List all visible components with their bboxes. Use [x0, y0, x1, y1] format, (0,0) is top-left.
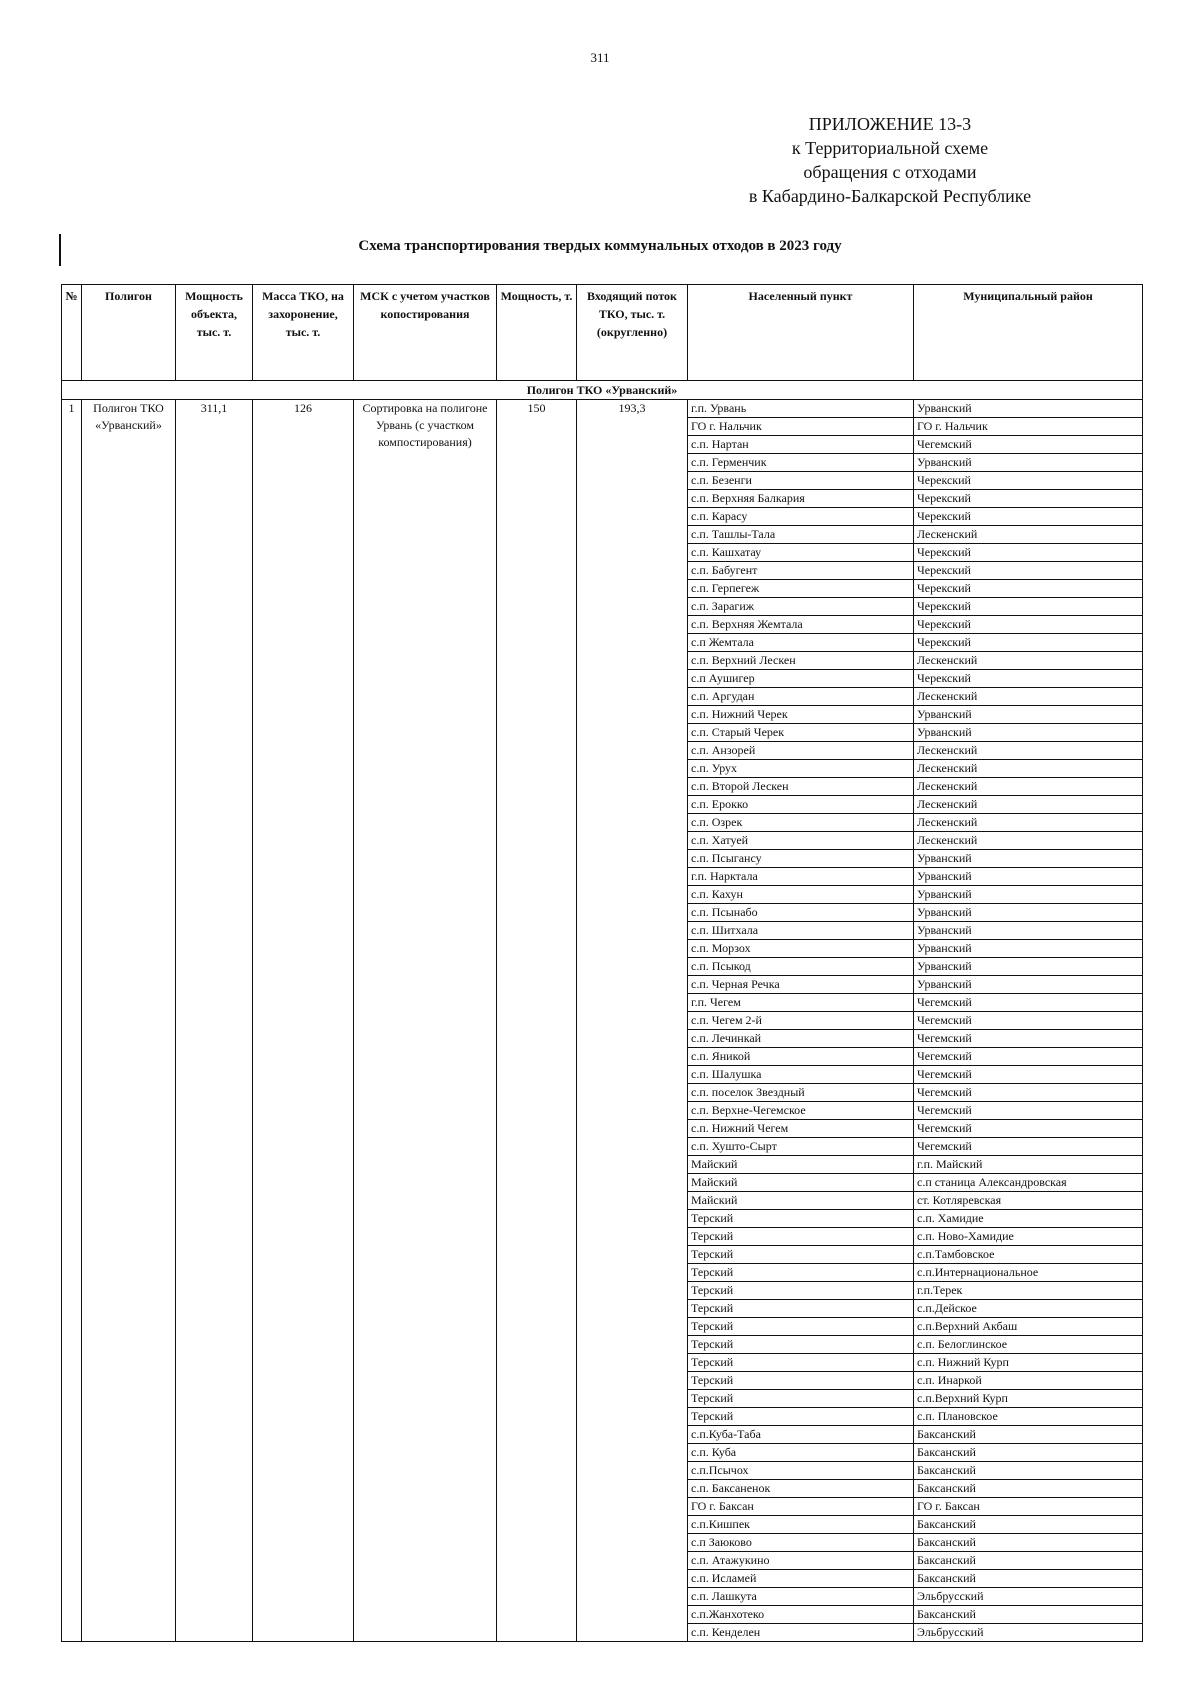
settlement-cell: с.п. Нартан — [688, 436, 914, 454]
settlement-cell: с.п. Анзорей — [688, 742, 914, 760]
district-cell: Черекский — [914, 616, 1143, 634]
district-cell: ГО г. Баксан — [914, 1498, 1143, 1516]
district-cell: с.п.Тамбовское — [914, 1246, 1143, 1264]
settlement-cell: с.п. Верхний Лескен — [688, 652, 914, 670]
settlement-cell: Терский — [688, 1246, 914, 1264]
settlement-cell: г.п. Нарктала — [688, 868, 914, 886]
settlement-cell: с.п. Кахун — [688, 886, 914, 904]
settlement-cell: с.п. Ерокко — [688, 796, 914, 814]
settlement-cell: г.п. Чегем — [688, 994, 914, 1012]
district-cell: Баксанский — [914, 1606, 1143, 1624]
district-cell: Урванский — [914, 454, 1143, 472]
district-cell: Урванский — [914, 886, 1143, 904]
district-cell: Лескенский — [914, 832, 1143, 850]
settlement-cell: с.п. Куба — [688, 1444, 914, 1462]
district-cell: Баксанский — [914, 1462, 1143, 1480]
settlement-cell: с.п. Карасу — [688, 508, 914, 526]
district-cell: Черекский — [914, 472, 1143, 490]
district-cell: с.п. Плановское — [914, 1408, 1143, 1426]
header-capacity: Мощность объекта, тыс. т. — [176, 285, 253, 381]
header-msk: МСК с учетом участков копостирования — [354, 285, 497, 381]
settlement-cell: Терский — [688, 1300, 914, 1318]
district-cell: Урванский — [914, 976, 1143, 994]
settlement-cell: с.п. Нижний Черек — [688, 706, 914, 724]
settlement-cell: с.п. Озрек — [688, 814, 914, 832]
settlement-cell: с.п. Герменчик — [688, 454, 914, 472]
settlement-cell: Терский — [688, 1354, 914, 1372]
settlement-cell: с.п. Чегем 2-й — [688, 1012, 914, 1030]
district-cell: Чегемский — [914, 1048, 1143, 1066]
settlement-cell: Терский — [688, 1318, 914, 1336]
district-cell: ст. Котляревская — [914, 1192, 1143, 1210]
district-cell: Черекский — [914, 598, 1143, 616]
settlement-cell: с.п. Шитхала — [688, 922, 914, 940]
settlement-cell: с.п. Аргудан — [688, 688, 914, 706]
settlement-cell: Терский — [688, 1408, 914, 1426]
settlement-cell: Майский — [688, 1192, 914, 1210]
district-cell: Чегемский — [914, 1012, 1143, 1030]
district-cell: Черекский — [914, 634, 1143, 652]
settlement-cell: Терский — [688, 1390, 914, 1408]
settlement-cell: с.п. Верхне-Чегемское — [688, 1102, 914, 1120]
header-settlement: Населенный пункт — [688, 285, 914, 381]
district-cell: Урванский — [914, 724, 1143, 742]
settlement-cell: с.п. Хушто-Сырт — [688, 1138, 914, 1156]
district-cell: с.п. Инаркой — [914, 1372, 1143, 1390]
settlement-cell: с.п. Бабугент — [688, 562, 914, 580]
settlement-cell: с.п. Безенги — [688, 472, 914, 490]
header-power: Мощность, т. — [497, 285, 577, 381]
district-cell: Баксанский — [914, 1570, 1143, 1588]
settlement-cell: с.п. Второй Лескен — [688, 778, 914, 796]
settlement-cell: с.п.Жанхотеко — [688, 1606, 914, 1624]
district-cell: Урванский — [914, 706, 1143, 724]
section-row — [62, 381, 1143, 400]
district-cell: Баксанский — [914, 1444, 1143, 1462]
district-cell: Чегемский — [914, 436, 1143, 454]
settlement-cell: г.п. Урвань — [688, 400, 914, 418]
settlement-cell: с.п. Псыгансу — [688, 850, 914, 868]
district-cell: Лескенский — [914, 760, 1143, 778]
district-cell: ГО г. Нальчик — [914, 418, 1143, 436]
district-cell: Лескенский — [914, 688, 1143, 706]
district-cell: Урванский — [914, 904, 1143, 922]
district-cell: Лескенский — [914, 652, 1143, 670]
settlement-cell: с.п. Яникой — [688, 1048, 914, 1066]
header-mass: Масса ТКО, на захоронение, тыс. т. — [253, 285, 354, 381]
district-cell: Урванский — [914, 940, 1143, 958]
settlement-cell: Майский — [688, 1174, 914, 1192]
settlement-cell: с.п. Лашкута — [688, 1588, 914, 1606]
entry-power: 150 — [497, 400, 577, 1642]
district-cell: Лескенский — [914, 526, 1143, 544]
district-cell: с.п.Интернациональное — [914, 1264, 1143, 1282]
district-cell: Черекский — [914, 490, 1143, 508]
district-cell: Баксанский — [914, 1480, 1143, 1498]
district-cell: Чегемский — [914, 1138, 1143, 1156]
district-cell: Чегемский — [914, 1084, 1143, 1102]
settlement-cell: Терский — [688, 1228, 914, 1246]
settlement-cell: с.п. Кашхатау — [688, 544, 914, 562]
appendix-header — [700, 112, 1080, 208]
district-cell: Чегемский — [914, 994, 1143, 1012]
entry-polygon: Полигон ТКО «Урванский» — [82, 400, 176, 1642]
settlement-cell: с.п. поселок Звездный — [688, 1084, 914, 1102]
settlement-cell: с.п. Баксаненок — [688, 1480, 914, 1498]
district-cell: с.п станица Александровская — [914, 1174, 1143, 1192]
district-cell: Баксанский — [914, 1516, 1143, 1534]
settlement-cell: с.п. Черная Речка — [688, 976, 914, 994]
settlement-cell: с.п Аушигер — [688, 670, 914, 688]
district-cell: Баксанский — [914, 1426, 1143, 1444]
district-cell: Черекский — [914, 562, 1143, 580]
district-cell: Лескенский — [914, 814, 1143, 832]
district-cell: Лескенский — [914, 742, 1143, 760]
district-cell: Черекский — [914, 544, 1143, 562]
district-cell: с.п.Верхний Акбаш — [914, 1318, 1143, 1336]
district-cell: с.п.Верхний Курп — [914, 1390, 1143, 1408]
district-cell: с.п. Ново-Хамидие — [914, 1228, 1143, 1246]
table-row — [62, 400, 1143, 418]
settlement-cell: ГО г. Баксан — [688, 1498, 914, 1516]
district-cell: Эльбрусский — [914, 1588, 1143, 1606]
settlement-cell: Майский — [688, 1156, 914, 1174]
settlement-cell: с.п. Лечинкай — [688, 1030, 914, 1048]
settlement-cell: с.п. Ташлы-Тала — [688, 526, 914, 544]
settlement-cell: с.п.Псычох — [688, 1462, 914, 1480]
district-cell: Урванский — [914, 850, 1143, 868]
section-title: Полигон ТКО «Урванский» — [62, 381, 1143, 400]
settlement-cell: с.п.Кишпек — [688, 1516, 914, 1534]
district-cell: с.п. Хамидие — [914, 1210, 1143, 1228]
entry-mass: 126 — [253, 400, 354, 1642]
settlement-cell: Терский — [688, 1372, 914, 1390]
entry-num: 1 — [62, 400, 82, 1642]
district-cell: Лескенский — [914, 796, 1143, 814]
entry-msk: Сортировка на полигоне Урвань (с участком компостирования) — [354, 400, 497, 1642]
transport-schema-table — [61, 284, 1143, 1642]
settlement-cell: с.п.Куба-Таба — [688, 1426, 914, 1444]
settlement-cell: Терский — [688, 1210, 914, 1228]
district-cell: с.п. Белоглинское — [914, 1336, 1143, 1354]
district-cell: Черекский — [914, 508, 1143, 526]
settlement-cell: с.п. Псынабо — [688, 904, 914, 922]
settlement-cell: с.п. Старый Черек — [688, 724, 914, 742]
settlement-cell: с.п Жемтала — [688, 634, 914, 652]
settlement-cell: с.п. Исламей — [688, 1570, 914, 1588]
settlement-cell: с.п. Морзох — [688, 940, 914, 958]
district-cell: г.п.Терек — [914, 1282, 1143, 1300]
appendix-line-2: к Территориальной схеме — [791, 138, 989, 158]
settlement-cell: с.п. Псыкод — [688, 958, 914, 976]
district-cell: Чегемский — [914, 1030, 1143, 1048]
district-cell: с.п.Дейское — [914, 1300, 1143, 1318]
table-header-row — [62, 285, 1143, 381]
settlement-cell: с.п. Верхняя Жемтала — [688, 616, 914, 634]
settlement-cell: Терский — [688, 1264, 914, 1282]
settlement-cell: с.п. Верхняя Балкария — [688, 490, 914, 508]
settlement-cell: Терский — [688, 1282, 914, 1300]
district-cell: Черекский — [914, 580, 1143, 598]
settlement-cell: с.п. Нижний Чегем — [688, 1120, 914, 1138]
appendix-line-3: обращения с отходами — [803, 162, 977, 182]
settlement-cell: с.п. Шалушка — [688, 1066, 914, 1084]
settlement-cell: с.п Заюково — [688, 1534, 914, 1552]
district-cell: Чегемский — [914, 1120, 1143, 1138]
entry-inflow: 193,3 — [577, 400, 688, 1642]
header-inflow: Входящий поток ТКО, тыс. т. (округленно) — [577, 285, 688, 381]
district-cell: г.п. Майский — [914, 1156, 1143, 1174]
settlement-cell: с.п. Атажукино — [688, 1552, 914, 1570]
district-cell: Чегемский — [914, 1066, 1143, 1084]
header-district: Муниципальный район — [914, 285, 1143, 381]
district-cell: Баксанский — [914, 1552, 1143, 1570]
district-cell: Урванский — [914, 400, 1143, 418]
entry-capacity: 311,1 — [176, 400, 253, 1642]
header-polygon: Полигон — [82, 285, 176, 381]
district-cell: Урванский — [914, 868, 1143, 886]
settlement-cell: с.п. Кенделен — [688, 1624, 914, 1642]
district-cell: Эльбрусский — [914, 1624, 1143, 1642]
district-cell: Чегемский — [914, 1102, 1143, 1120]
settlement-cell: ГО г. Нальчик — [688, 418, 914, 436]
settlement-cell: с.п. Хатуей — [688, 832, 914, 850]
district-cell: Баксанский — [914, 1534, 1143, 1552]
document-title: Схема транспортирования твердых коммунальных отходов в 2023 году — [358, 238, 842, 254]
settlement-cell: с.п. Зарагиж — [688, 598, 914, 616]
settlement-cell: с.п. Урух — [688, 760, 914, 778]
appendix-line-1: ПРИЛОЖЕНИЕ 13-3 — [808, 114, 972, 134]
district-cell: Урванский — [914, 922, 1143, 940]
page-number: 311 — [590, 50, 610, 65]
district-cell: Черекский — [914, 670, 1143, 688]
appendix-line-4: в Кабардино-Балкарской Республике — [748, 186, 1032, 206]
district-cell: Урванский — [914, 958, 1143, 976]
settlement-cell: Терский — [688, 1336, 914, 1354]
district-cell: Лескенский — [914, 778, 1143, 796]
district-cell: с.п. Нижний Курп — [914, 1354, 1143, 1372]
settlement-cell: с.п. Герпегеж — [688, 580, 914, 598]
header-num: № — [62, 285, 82, 381]
